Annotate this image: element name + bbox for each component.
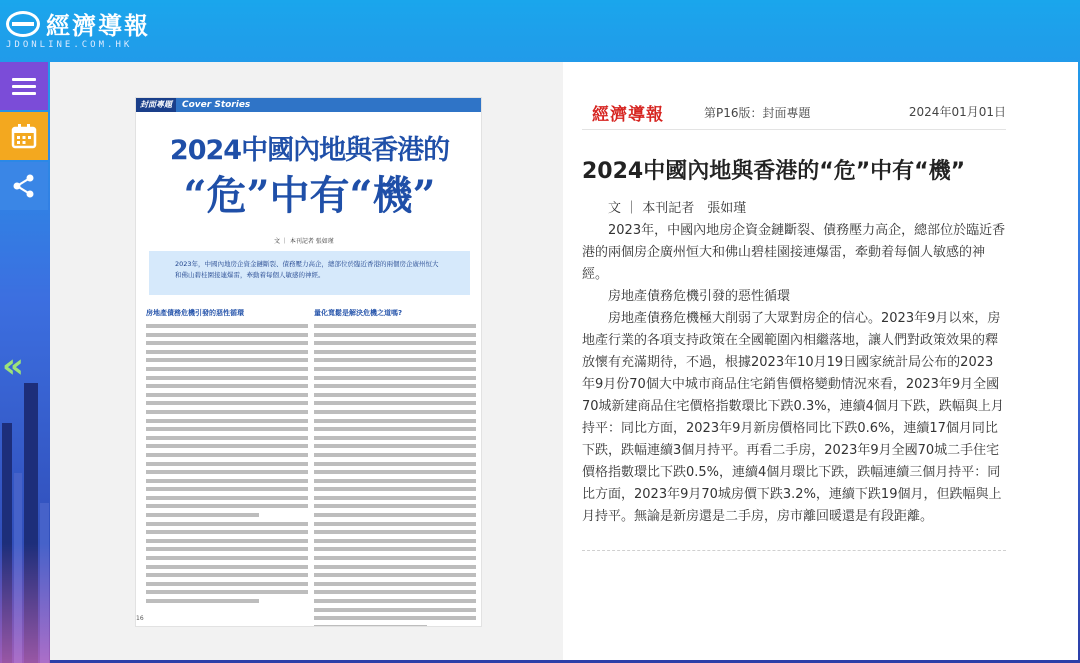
logo-text: 經濟導報 — [46, 11, 150, 40]
calendar-button[interactable] — [0, 112, 48, 160]
article-paragraph: 房地產債務危機極大削弱了大眾對房企的信心。2023年9月以來，房地產行業的各項支持政策在全國範圍內相繼落地，讓人們對政策效果的釋放懷有充滿期待，不過，根據2023年10月19日國家統計局公布的2023年9月份70個大中城市商品住宅銷售價格變動情況來看，2023年9月全國70城新建商品住宅價格指數環比下跌0.3%，連續4個月下跌，跌幅與上月持平：同比方面，2023年9月新房價格同比下跌0.6%，連續17個月同比下跌，跌幅連續3個月持平。再看二手房，2023年9月全國70城二手住宅價格指數環比下跌0.5%，連續4個月環比下跌，跌幅連續三個月持平：同比方面，2023年9月70城房價下跌3.2%，連續下跌19個月，但跌幅與上月持平。無論是新房還是二手房，房市離回暖還是有段距離。 — [582, 311, 1004, 524]
page-scan-area — [50, 62, 563, 660]
share-button[interactable] — [0, 162, 48, 210]
article-logo: 經濟導報 — [592, 105, 664, 125]
scan-column-heading: 房地產債務危機引發的惡性循環 — [146, 309, 244, 317]
article-title: 2024中國內地與香港的“危”中有“機” — [582, 159, 966, 184]
menu-button[interactable] — [0, 62, 48, 110]
scan-byline: 文 ｜ 本刊記者 張如瑾 — [274, 238, 334, 245]
scan-headline-line1: 2024中國內地與香港的 — [169, 135, 450, 166]
calendar-icon — [11, 123, 37, 149]
article-subheading: 房地產債務危機引發的惡性循環 — [608, 289, 791, 304]
scan-section-english: Cover Stories — [182, 100, 251, 110]
share-icon — [11, 173, 37, 199]
article-page-label: 第P16版：封面專題 — [704, 106, 811, 120]
hamburger-icon — [12, 74, 36, 99]
site-logo[interactable] — [6, 6, 150, 41]
article-divider — [582, 550, 1006, 551]
article-date: 2024年01月01日 — [908, 105, 1006, 119]
scan-column-left — [146, 308, 308, 608]
previous-page-arrow-icon[interactable]: « — [2, 346, 24, 386]
scan-column-heading: 量化寬鬆是解決危機之道嗎? — [314, 309, 403, 317]
article-byline: 文 ｜ 本刊記者 張如瑾 — [608, 201, 747, 216]
article-body — [582, 198, 1006, 528]
article-paragraph: 2023年，中國內地房企資金鏈斷裂、債務壓力高企，總部位於臨近香港的兩個房企廣州恒大和佛山碧桂園接連爆雷，牽動着每個人敏感的神經。 — [582, 223, 1006, 282]
scan-section-band — [136, 98, 482, 112]
scan-page-number: 16 — [136, 615, 144, 622]
article-header — [582, 100, 1006, 130]
logo-subtitle: JDONLINE.COM.HK — [6, 40, 133, 50]
scan-column-right — [314, 308, 476, 627]
content-panel — [50, 62, 1078, 660]
article-panel — [582, 62, 1008, 660]
scan-headline-line2: “危”中有“機” — [183, 172, 436, 219]
logo-emblem-icon — [6, 11, 40, 37]
newspaper-page-scan[interactable] — [135, 97, 482, 627]
scan-section-tag: 封面專題 — [136, 98, 176, 112]
site-header — [0, 0, 1080, 62]
scan-lead-box: 2023年，中國內地房企資金鏈斷裂、債務壓力高企，總部位於臨近香港的兩個房企廣州恒大和佛山碧桂園接連爆雷，牽動着每個人敏感的神經。 — [149, 251, 470, 295]
